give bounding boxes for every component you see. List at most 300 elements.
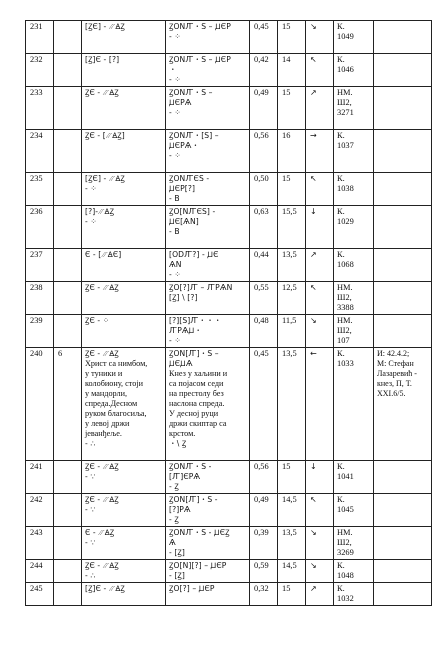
- reverse-legend-line: ꙀОN[Ꙥ]・Ѕ -: [169, 495, 218, 504]
- inventory-line: К.: [337, 462, 345, 471]
- inventory-line: 3271: [337, 108, 354, 117]
- weight-value: 0,55: [254, 283, 269, 292]
- inventory-line: 107: [337, 336, 350, 345]
- reverse-legend-line: ꙠЄРѦ: [169, 98, 192, 107]
- inventory-line: К.: [337, 349, 345, 358]
- weight-value: 0,32: [254, 584, 269, 593]
- reverse-legend-line: - ⁘: [169, 336, 181, 345]
- obverse-cell: [82, 21, 166, 54]
- diameter-cell: [278, 560, 306, 583]
- catalogue-number-cell: [26, 560, 54, 583]
- obverse-cell: [82, 461, 166, 494]
- weight-cell: [250, 494, 278, 527]
- diameter-value: 16: [282, 131, 291, 140]
- inventory-cell: [334, 21, 374, 54]
- reverse-legend-line: - Ꙁ: [169, 515, 179, 524]
- inventory-line: К.: [337, 495, 345, 504]
- die-axis-cell: [306, 54, 334, 87]
- type-number-cell: [54, 348, 82, 461]
- reference-cell: [374, 282, 432, 315]
- weight-cell: [250, 583, 278, 606]
- inventory-cell: [334, 130, 374, 173]
- reverse-legend-line: ꙀОNꙤ・Ѕ –: [169, 88, 213, 97]
- obverse-legend-line: Є - [⳼ꙘЄ]: [85, 250, 122, 259]
- obverse-cell: [82, 560, 166, 583]
- diameter-value: 14,5: [282, 561, 297, 570]
- inventory-cell: [334, 87, 374, 130]
- reverse-cell: [166, 583, 250, 606]
- obverse-description-line: колобиону, стоји: [85, 379, 143, 388]
- table-row: [26, 206, 432, 249]
- obverse-mark-line: - ∴: [85, 439, 96, 448]
- diameter-value: 15: [282, 22, 291, 31]
- diameter-value: 15: [282, 584, 291, 593]
- diameter-cell: [278, 494, 306, 527]
- die-axis-cell: [306, 206, 334, 249]
- weight-value: 0,63: [254, 207, 269, 216]
- inventory-line: 1048: [337, 571, 354, 580]
- die-axis-arrow: ↓: [310, 462, 317, 471]
- catalogue-number: 233: [30, 88, 43, 97]
- catalogue-number: 244: [30, 561, 43, 570]
- table-row: [26, 282, 432, 315]
- obverse-legend-line: [?]-⳼ꙘꙀ: [85, 207, 115, 216]
- die-axis-arrow: ↗: [310, 88, 317, 97]
- inventory-line: НМ.: [337, 88, 353, 97]
- inventory-cell: [334, 54, 374, 87]
- die-axis-arrow: ↓: [310, 207, 317, 216]
- catalogue-number: 240: [30, 349, 43, 358]
- inventory-line: К.: [337, 174, 345, 183]
- diameter-value: 14,5: [282, 495, 297, 504]
- reverse-legend-line: ꙀОNꙤ・Ѕ – ꙠЄР: [169, 55, 231, 64]
- reference-cell: [374, 173, 432, 206]
- die-axis-arrow: →: [310, 131, 317, 140]
- type-number-cell: [54, 21, 82, 54]
- reverse-legend-line: - Ꙁ: [169, 482, 179, 491]
- reverse-cell: [166, 494, 250, 527]
- diameter-value: 12,5: [282, 283, 297, 292]
- diameter-cell: [278, 527, 306, 560]
- weight-cell: [250, 87, 278, 130]
- type-number-cell: [54, 583, 82, 606]
- table-row: [26, 527, 432, 560]
- catalogue-number: 232: [30, 55, 43, 64]
- inventory-line: НМ.: [337, 283, 353, 292]
- inventory-line: 1041: [337, 472, 354, 481]
- obverse-legend-line: ꙀЄ - [⳼ꙘꙀ]: [85, 131, 125, 140]
- obverse-description-line: у туники и: [85, 369, 123, 378]
- reference-cell: [374, 249, 432, 282]
- inventory-line: 3269: [337, 548, 354, 557]
- reverse-legend-line: - B: [169, 227, 180, 236]
- reference-cell: [374, 54, 432, 87]
- obverse-description-line: јеванђеље.: [85, 429, 122, 438]
- catalogue-number-cell: [26, 461, 54, 494]
- diameter-cell: [278, 348, 306, 461]
- reverse-cell: [166, 461, 250, 494]
- reverse-cell: [166, 282, 250, 315]
- obverse-cell: [82, 583, 166, 606]
- catalogue-number: 234: [30, 131, 43, 140]
- catalogue-number-cell: [26, 206, 54, 249]
- reverse-cell: [166, 315, 250, 348]
- reference-cell: [374, 461, 432, 494]
- weight-cell: [250, 282, 278, 315]
- weight-cell: [250, 560, 278, 583]
- table-row: [26, 461, 432, 494]
- obverse-legend-line: Є - ⳼ꙘꙀ: [85, 528, 115, 537]
- obverse-legend-line: ꙀЄ - ⳼ꙘꙀ: [85, 88, 119, 97]
- obverse-legend-line: ꙀЄ - ⳼ꙘꙀ: [85, 561, 119, 570]
- die-axis-arrow: ↘: [310, 22, 317, 31]
- reverse-description-line: Кнез у хаљини и: [169, 369, 228, 378]
- reverse-cell: [166, 130, 250, 173]
- weight-cell: [250, 173, 278, 206]
- reference-line: XXI.6/5.: [377, 389, 406, 398]
- type-number-cell: [54, 315, 82, 348]
- catalogue-number: 241: [30, 462, 43, 471]
- weight-cell: [250, 249, 278, 282]
- reverse-legend-line: - [Ꙁ]: [169, 548, 185, 557]
- obverse-legend-line: - ∵: [85, 505, 96, 514]
- reverse-legend-line: - ⁘: [169, 151, 181, 160]
- obverse-cell: [82, 173, 166, 206]
- type-number-cell: [54, 206, 82, 249]
- inventory-cell: [334, 494, 374, 527]
- weight-cell: [250, 348, 278, 461]
- diameter-value: 15: [282, 174, 291, 183]
- table-row: [26, 560, 432, 583]
- obverse-legend-line: ꙀЄ - ⳼ꙘꙀ: [85, 462, 119, 471]
- inventory-line: К.: [337, 250, 345, 259]
- obverse-legend-line: [Ꙁ]Є - [?]: [85, 55, 120, 64]
- inventory-cell: [334, 527, 374, 560]
- inventory-cell: [334, 206, 374, 249]
- die-axis-arrow: ↘: [310, 561, 317, 570]
- inventory-line: 1038: [337, 184, 354, 193]
- die-axis-arrow: ←: [310, 349, 317, 358]
- obverse-cell: [82, 87, 166, 130]
- reverse-legend-line: - B: [169, 194, 180, 203]
- reference-cell: [374, 494, 432, 527]
- reverse-legend-line: ・: [169, 65, 177, 74]
- obverse-description-line: у левој држи: [85, 419, 130, 428]
- type-number-cell: [54, 494, 82, 527]
- inventory-line: 1037: [337, 141, 354, 150]
- diameter-value: 13,5: [282, 528, 297, 537]
- reference-cell: [374, 315, 432, 348]
- inventory-line: К.: [337, 55, 345, 64]
- reverse-legend-line: ꙀОNꙤ・Ѕ – ꙠЄР: [169, 22, 231, 31]
- reference-cell: [374, 583, 432, 606]
- type-number-cell: [54, 282, 82, 315]
- inventory-cell: [334, 348, 374, 461]
- type-number-cell: [54, 130, 82, 173]
- reverse-legend-line: ꙠЄ[ѦN]: [169, 217, 199, 226]
- weight-value: 0,45: [254, 349, 269, 358]
- type-number-cell: [54, 54, 82, 87]
- die-axis-arrow: ↗: [310, 584, 317, 593]
- die-axis-cell: [306, 315, 334, 348]
- obverse-legend-line: - ⁘: [85, 217, 97, 226]
- inventory-line: 3388: [337, 303, 354, 312]
- reverse-cell: [166, 527, 250, 560]
- weight-value: 0,39: [254, 528, 269, 537]
- inventory-line: К.: [337, 584, 345, 593]
- catalogue-number-cell: [26, 527, 54, 560]
- weight-cell: [250, 206, 278, 249]
- reverse-legend-line: [Ꙥ]ЄРѦ: [169, 472, 201, 481]
- weight-value: 0,44: [254, 250, 269, 259]
- inventory-line: Ш2,: [337, 538, 352, 547]
- die-axis-cell: [306, 87, 334, 130]
- reference-cell: [374, 21, 432, 54]
- weight-cell: [250, 130, 278, 173]
- obverse-cell: [82, 130, 166, 173]
- inventory-cell: [334, 315, 374, 348]
- die-axis-arrow: ↘: [310, 316, 317, 325]
- reverse-description-line: У десној руци: [169, 409, 219, 418]
- reverse-legend-line: ꙤРѦꙠ・: [169, 326, 203, 335]
- reverse-description-line: на престолу без: [169, 389, 224, 398]
- die-axis-arrow: ↖: [310, 283, 317, 292]
- inventory-line: 1068: [337, 260, 354, 269]
- reverse-cell: [166, 173, 250, 206]
- obverse-cell: [82, 206, 166, 249]
- reverse-legend-line: ꙀОN[Ꙥ]・Ѕ –: [169, 349, 219, 358]
- obverse-legend-line: ꙀЄ - ⳼ꙘꙀ: [85, 495, 119, 504]
- reference-cell: [374, 206, 432, 249]
- type-number-cell: [54, 173, 82, 206]
- obverse-cell: [82, 282, 166, 315]
- catalogue-number: 238: [30, 283, 43, 292]
- weight-cell: [250, 461, 278, 494]
- inventory-line: К.: [337, 22, 345, 31]
- diameter-value: 13,5: [282, 349, 297, 358]
- obverse-cell: [82, 348, 166, 461]
- type-number-cell: [54, 87, 82, 130]
- table-body: [26, 21, 432, 606]
- obverse-legend-line: - ∵: [85, 472, 96, 481]
- type-number-cell: [54, 527, 82, 560]
- reverse-legend-line: ꙀО[NꙤЄЅ] -: [169, 207, 216, 216]
- diameter-cell: [278, 583, 306, 606]
- die-axis-cell: [306, 583, 334, 606]
- weight-value: 0,56: [254, 462, 269, 471]
- weight-value: 0,56: [254, 131, 269, 140]
- obverse-legend-line: - ∵: [85, 538, 96, 547]
- catalogue-number-cell: [26, 87, 54, 130]
- catalogue-number-cell: [26, 173, 54, 206]
- die-axis-cell: [306, 348, 334, 461]
- catalogue-number-cell: [26, 21, 54, 54]
- reverse-legend-line: ѦN: [169, 260, 182, 269]
- die-axis-cell: [306, 527, 334, 560]
- obverse-legend-line: - ⁘: [85, 184, 97, 193]
- reverse-legend-line: ꙀО[N][?] – ꙠЄР: [169, 561, 227, 570]
- reverse-legend-line: ꙀОNꙤ・Ѕ - ꙠЄꙀ: [169, 528, 230, 537]
- obverse-cell: [82, 527, 166, 560]
- coin-catalogue-table: [25, 20, 432, 606]
- die-axis-arrow: ↘: [310, 528, 317, 537]
- diameter-value: 15,5: [282, 207, 297, 216]
- table-row: [26, 54, 432, 87]
- type-number: 6: [58, 349, 63, 358]
- weight-value: 0,49: [254, 88, 269, 97]
- die-axis-arrow: ↖: [310, 55, 317, 64]
- inventory-cell: [334, 560, 374, 583]
- reverse-legend-line: - ⁘: [169, 75, 181, 84]
- reverse-legend-line: - ⁘: [169, 32, 181, 41]
- reverse-cell: [166, 206, 250, 249]
- catalogue-number-cell: [26, 282, 54, 315]
- weight-cell: [250, 21, 278, 54]
- catalogue-number: 231: [30, 22, 43, 31]
- inventory-cell: [334, 173, 374, 206]
- reverse-legend-line: ꙠЄꙠѦ: [169, 359, 193, 368]
- reference-line: Лазаревић -: [377, 369, 417, 378]
- reverse-legend-line: [?][Ѕ]Ꙥ・・・: [169, 316, 222, 325]
- reverse-legend-line: ꙠЄР[?]: [169, 184, 196, 193]
- inventory-line: 1029: [337, 217, 354, 226]
- diameter-cell: [278, 461, 306, 494]
- reference-cell: [374, 130, 432, 173]
- obverse-legend-line: [ꙀЄ] - ⳼ꙘꙀ: [85, 22, 125, 31]
- reverse-cell: [166, 87, 250, 130]
- catalogue-number-cell: [26, 494, 54, 527]
- inventory-line: 1045: [337, 505, 354, 514]
- diameter-cell: [278, 249, 306, 282]
- diameter-cell: [278, 282, 306, 315]
- diameter-value: 14: [282, 55, 291, 64]
- obverse-cell: [82, 54, 166, 87]
- diameter-cell: [278, 173, 306, 206]
- type-number-cell: [54, 560, 82, 583]
- inventory-cell: [334, 282, 374, 315]
- weight-value: 0,49: [254, 495, 269, 504]
- table-row: [26, 583, 432, 606]
- reverse-legend-line: ꙀО[?]Ꙥ – ꙤРѦN: [169, 283, 233, 292]
- obverse-cell: [82, 315, 166, 348]
- weight-value: 0,59: [254, 561, 269, 570]
- obverse-description-line: спреда.Десном: [85, 399, 138, 408]
- diameter-value: 11,5: [282, 316, 297, 325]
- die-axis-arrow: ↖: [310, 495, 317, 504]
- die-axis-cell: [306, 282, 334, 315]
- diameter-value: 15: [282, 462, 291, 471]
- reverse-description-line: са појасом седи: [169, 379, 224, 388]
- catalogue-number: 236: [30, 207, 43, 216]
- obverse-legend-line: ꙀЄ - ⳼ꙘꙀ: [85, 283, 119, 292]
- weight-cell: [250, 527, 278, 560]
- die-axis-cell: [306, 560, 334, 583]
- catalogue-number: 235: [30, 174, 43, 183]
- diameter-cell: [278, 87, 306, 130]
- table-row: [26, 173, 432, 206]
- table-row: [26, 21, 432, 54]
- diameter-cell: [278, 21, 306, 54]
- inventory-cell: [334, 583, 374, 606]
- type-number-cell: [54, 249, 82, 282]
- weight-value: 0,48: [254, 316, 269, 325]
- reverse-legend-line: - [Ꙁ]: [169, 571, 185, 580]
- die-axis-arrow: ↗: [310, 250, 317, 259]
- reference-line: кнез, П, Т.: [377, 379, 412, 388]
- table-row: [26, 494, 432, 527]
- reverse-description-line: крстом.: [169, 429, 196, 438]
- catalogue-number: 245: [30, 584, 43, 593]
- weight-cell: [250, 315, 278, 348]
- die-axis-cell: [306, 173, 334, 206]
- catalogue-number-cell: [26, 348, 54, 461]
- catalogue-number: 237: [30, 250, 43, 259]
- reverse-cell: [166, 560, 250, 583]
- reverse-legend-line: ꙀОNꙤЄЅ -: [169, 174, 210, 183]
- table-row: [26, 348, 432, 461]
- table-row: [26, 249, 432, 282]
- reference-line: И: 42.4.2;: [377, 349, 410, 358]
- catalogue-number-cell: [26, 315, 54, 348]
- catalogue-number-cell: [26, 249, 54, 282]
- die-axis-cell: [306, 130, 334, 173]
- weight-value: 0,50: [254, 174, 269, 183]
- reference-line: М: Стефан: [377, 359, 414, 368]
- obverse-legend-line: [ꙀЄ] - ⳼ꙘꙀ: [85, 174, 125, 183]
- die-axis-cell: [306, 249, 334, 282]
- reference-cell: [374, 87, 432, 130]
- die-axis-arrow: ↖: [310, 174, 317, 183]
- inventory-line: Ш2,: [337, 293, 352, 302]
- inventory-line: 1032: [337, 594, 354, 603]
- inventory-line: Ш2,: [337, 98, 352, 107]
- reverse-legend-line: [ОDꙤ?] - ꙠЄ: [169, 250, 219, 259]
- reverse-legend-line: [Ꙁ] \ [?]: [169, 293, 198, 302]
- diameter-cell: [278, 206, 306, 249]
- inventory-line: 1033: [337, 359, 354, 368]
- diameter-cell: [278, 130, 306, 173]
- reverse-legend-line: Ѧ: [169, 538, 176, 547]
- reverse-legend-line: ꙠЄРѦ・: [169, 141, 200, 150]
- reverse-cell: [166, 249, 250, 282]
- catalogue-number-cell: [26, 54, 54, 87]
- diameter-cell: [278, 315, 306, 348]
- weight-cell: [250, 54, 278, 87]
- diameter-value: 15: [282, 88, 291, 97]
- inventory-line: 1049: [337, 32, 354, 41]
- reverse-cell: [166, 21, 250, 54]
- obverse-legend-line: ꙀЄ - ⳼ꙘꙀ: [85, 349, 119, 358]
- reverse-legend-line: ꙀОNꙤ・[Ѕ] –: [169, 131, 219, 140]
- diameter-cell: [278, 54, 306, 87]
- inventory-line: 1046: [337, 65, 354, 74]
- obverse-description-line: Христ са нимбом,: [85, 359, 148, 368]
- catalogue-number-cell: [26, 130, 54, 173]
- weight-value: 0,42: [254, 55, 269, 64]
- reverse-legend-line: [?]РѦ: [169, 505, 191, 514]
- reference-cell: [374, 527, 432, 560]
- reverse-cell: [166, 348, 250, 461]
- table-row: [26, 87, 432, 130]
- reverse-mark-line: ・\ Ꙁ: [169, 439, 187, 448]
- inventory-line: К.: [337, 207, 345, 216]
- catalogue-number: 243: [30, 528, 43, 537]
- obverse-description-line: руком благосиља,: [85, 409, 147, 418]
- inventory-cell: [334, 461, 374, 494]
- obverse-legend-line: - ∴: [85, 571, 96, 580]
- inventory-line: НМ.: [337, 528, 353, 537]
- catalogue-number-cell: [26, 583, 54, 606]
